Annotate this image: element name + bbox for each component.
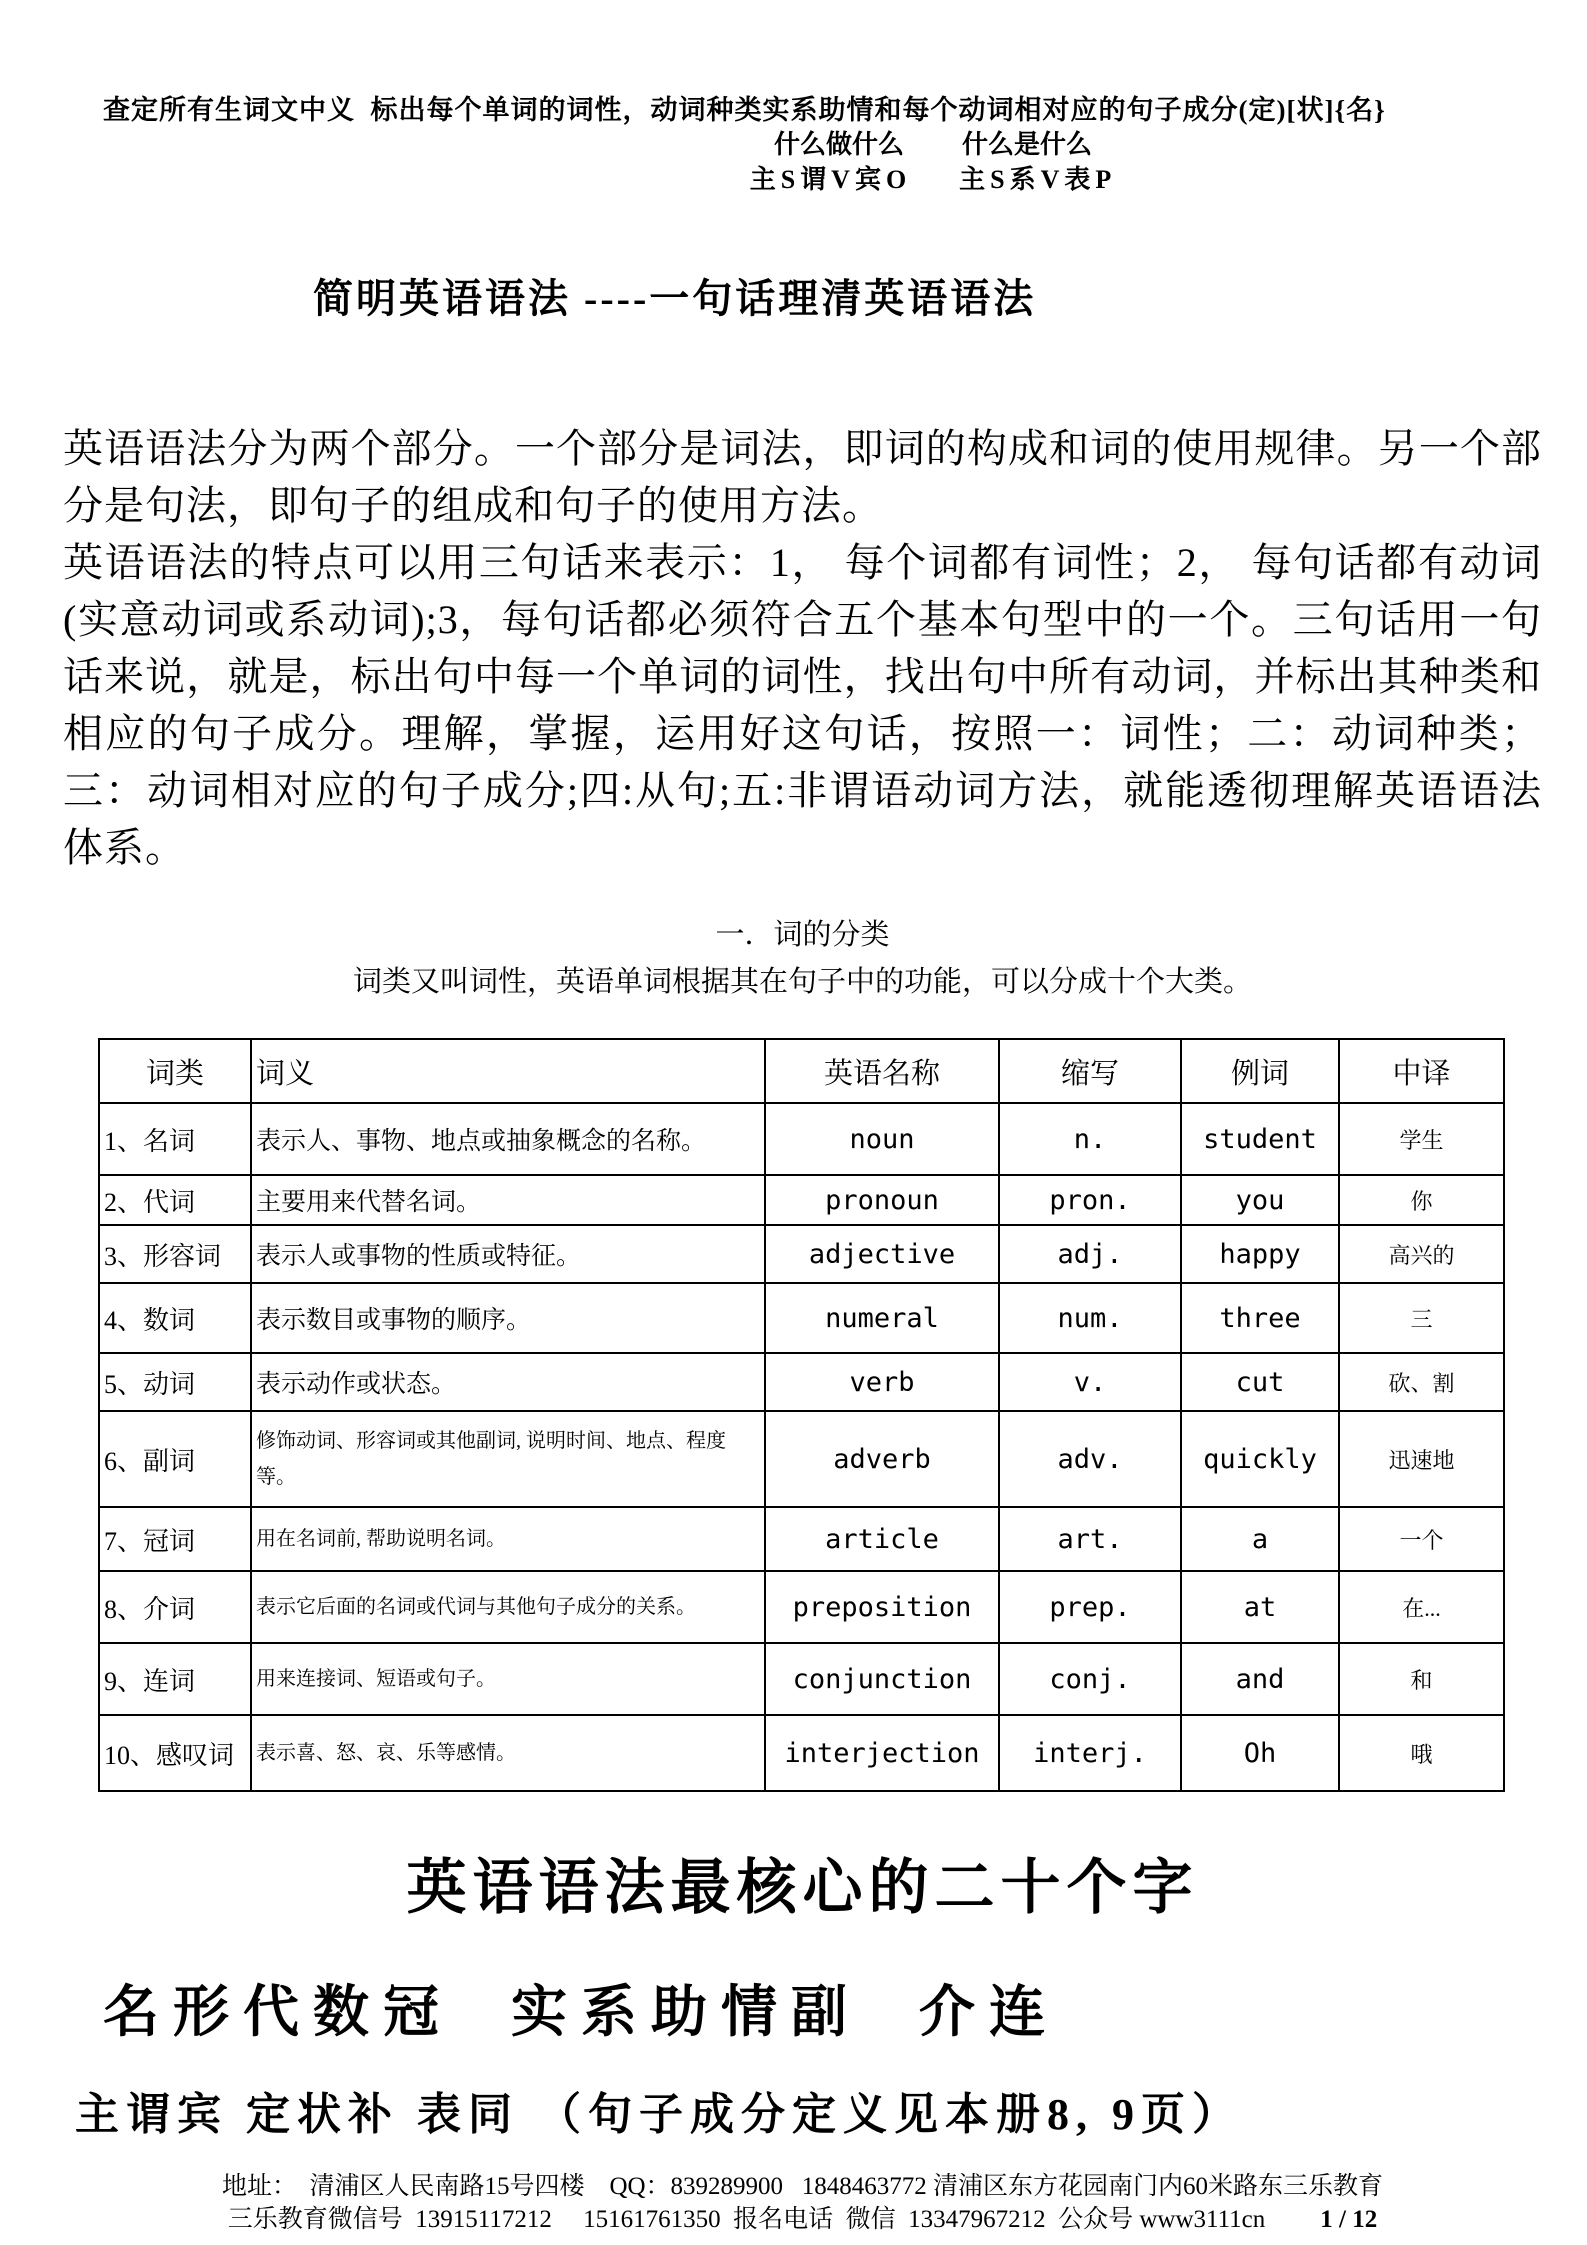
table-cell: interjection xyxy=(765,1715,999,1791)
table-row xyxy=(99,1643,1504,1715)
top-note xyxy=(63,88,1542,197)
table-cell: article xyxy=(765,1507,999,1571)
table-cell: 5、动词 xyxy=(99,1353,251,1411)
table-cell: 一个 xyxy=(1339,1507,1504,1571)
note-svp: 主S系V表P xyxy=(959,165,1117,194)
table-row xyxy=(99,1507,1504,1571)
footer-contact: 三乐教育微信号 13915117212 15161761350 报名电话 微信 13347967212 公众号 www3111cn xyxy=(227,2206,1266,2233)
core-title: 英语语法最核心的二十个字 xyxy=(406,1855,1199,1921)
page-footer xyxy=(63,2170,1542,2236)
section-subtitle: 词类又叫词性，英语单词根据其在句子中的功能，可以分成十个大类。 xyxy=(352,966,1252,998)
table-cell: art. xyxy=(999,1507,1181,1571)
page-number: 1 / 12 xyxy=(1320,2206,1378,2233)
table-cell: a xyxy=(1181,1507,1339,1571)
table-cell: 用来连接词、短语或句子。 xyxy=(251,1643,765,1715)
table-header-cell: 词义 xyxy=(251,1039,765,1103)
table-cell: conj. xyxy=(999,1643,1181,1715)
table-cell: at xyxy=(1181,1571,1339,1643)
section-title: 一．词的分类 xyxy=(715,919,890,951)
table-cell: 学生 xyxy=(1339,1103,1504,1175)
table-cell: 3、形容词 xyxy=(99,1225,251,1283)
top-note-line2 xyxy=(774,127,1092,162)
table-cell: 砍、割 xyxy=(1339,1353,1504,1411)
table-cell: 9、连词 xyxy=(99,1643,251,1715)
top-note-right-block xyxy=(713,127,1153,197)
table-cell: 10、感叹词 xyxy=(99,1715,251,1791)
table-cell: 修饰动词、形容词或其他副词, 说明时间、地点、程度等。 xyxy=(251,1411,765,1507)
table-cell: 2、代词 xyxy=(99,1175,251,1225)
table-row xyxy=(99,1715,1504,1791)
paragraph: 英语语法的特点可以用三句话来表示：1， 每个词都有词性；2， 每句话都有动词(实意动词或系动词);3，每句话都必须符合五个基本句型中的一个。三句话用一句话来说，就是，标出句中每一个单词的词性，找出句中所有动词，并标出其种类和相应的句子成分。理解，掌握，运用好这句话，按照一：词性；二：动词种类；三：动词相对应的句子成分;四:从句;五:非谓语动词方法，就能透彻理解英语语法体系。 xyxy=(63,540,1542,870)
table-cell: 和 xyxy=(1339,1643,1504,1715)
table-cell: 4、数词 xyxy=(99,1283,251,1353)
table-cell: 7、冠词 xyxy=(99,1507,251,1571)
page-title: 简明英语语法 ----一句话理清英语语法 xyxy=(313,276,1037,321)
table-cell: prep. xyxy=(999,1571,1181,1643)
table-cell: num. xyxy=(999,1283,1181,1353)
sentence-roles-line: 主谓宾 定状补 表同 （句子成分定义见本册8, 9页） xyxy=(75,2090,1243,2139)
table-cell: preposition xyxy=(765,1571,999,1643)
table-cell: 在... xyxy=(1339,1571,1504,1643)
table-header-row xyxy=(99,1039,1504,1103)
table-cell: noun xyxy=(765,1103,999,1175)
core-group-2: 实系助情副 xyxy=(511,1982,861,2044)
table-cell: adj. xyxy=(999,1225,1181,1283)
table-cell: 表示人、事物、地点或抽象概念的名称。 xyxy=(251,1103,765,1175)
table-row xyxy=(99,1353,1504,1411)
table-header-cell: 词类 xyxy=(99,1039,251,1103)
note-what-is: 什么是什么 xyxy=(962,130,1093,159)
table-cell: 用在名词前, 帮助说明名词。 xyxy=(251,1507,765,1571)
table-cell: quickly xyxy=(1181,1411,1339,1507)
table-cell: 8、介词 xyxy=(99,1571,251,1643)
table-cell: interj. xyxy=(999,1715,1181,1791)
table-cell: 主要用来代替名词。 xyxy=(251,1175,765,1225)
table-cell: 表示它后面的名词或代词与其他句子成分的关系。 xyxy=(251,1571,765,1643)
table-cell: 高兴的 xyxy=(1339,1225,1504,1283)
footer-contact-row xyxy=(63,2203,1542,2236)
table-cell: v. xyxy=(999,1353,1181,1411)
core-group-1: 名形代数冠 xyxy=(103,1982,453,2044)
table-cell: n. xyxy=(999,1103,1181,1175)
note-svo: 主S谓V宾O xyxy=(749,165,912,194)
table-header-cell: 英语名称 xyxy=(765,1039,999,1103)
intro-paragraphs xyxy=(63,420,1542,876)
table-header-cell: 中译 xyxy=(1339,1039,1504,1103)
table-cell: 哦 xyxy=(1339,1715,1504,1791)
table-cell: you xyxy=(1181,1175,1339,1225)
top-note-line1: 查定所有生词文中义 标出每个单词的词性，动词种类实系助情和每个动词相对应的句子成分(定)[状]{名} xyxy=(103,95,1386,125)
table-cell: conjunction xyxy=(765,1643,999,1715)
table-row xyxy=(99,1571,1504,1643)
top-note-line3 xyxy=(750,162,1117,197)
table-cell: three xyxy=(1181,1283,1339,1353)
word-class-table xyxy=(98,1038,1505,1792)
table-row xyxy=(99,1175,1504,1225)
table-cell: happy xyxy=(1181,1225,1339,1283)
table-cell: numeral xyxy=(765,1283,999,1353)
table-row xyxy=(99,1411,1504,1507)
table-header-cell: 缩写 xyxy=(999,1039,1181,1103)
table-cell: 表示动作或状态。 xyxy=(251,1353,765,1411)
table-cell: verb xyxy=(765,1353,999,1411)
table-cell: adv. xyxy=(999,1411,1181,1507)
table-row xyxy=(99,1283,1504,1353)
table-cell: pron. xyxy=(999,1175,1181,1225)
table-cell: 6、副词 xyxy=(99,1411,251,1507)
table-cell: 三 xyxy=(1339,1283,1504,1353)
paragraph: 英语语法分为两个部分。一个部分是词法，即词的构成和词的使用规律。另一个部分是句法，即句子的组成和句子的使用方法。 xyxy=(63,426,1542,528)
table-cell: 表示喜、怒、哀、乐等感情。 xyxy=(251,1715,765,1791)
word-class-table-body xyxy=(99,1103,1504,1791)
table-cell: adverb xyxy=(765,1411,999,1507)
table-row xyxy=(99,1225,1504,1283)
table-cell: adjective xyxy=(765,1225,999,1283)
table-cell: student xyxy=(1181,1103,1339,1175)
table-cell: 你 xyxy=(1339,1175,1504,1225)
core-group-3: 介连 xyxy=(919,1982,1059,2044)
table-row xyxy=(99,1103,1504,1175)
table-cell: and xyxy=(1181,1643,1339,1715)
table-cell: pronoun xyxy=(765,1175,999,1225)
table-cell: Oh xyxy=(1181,1715,1339,1791)
table-header-cell: 例词 xyxy=(1181,1039,1339,1103)
table-cell: 表示人或事物的性质或特征。 xyxy=(251,1225,765,1283)
table-cell: 迅速地 xyxy=(1339,1411,1504,1507)
table-cell: cut xyxy=(1181,1353,1339,1411)
note-what-do: 什么做什么 xyxy=(773,130,904,159)
table-cell: 表示数目或事物的顺序。 xyxy=(251,1283,765,1353)
table-cell: 1、名词 xyxy=(99,1103,251,1175)
core-word-groups xyxy=(103,1968,1542,2048)
footer-address: 地址： 清浦区人民南路15号四楼 QQ：839289900 1848463772 清浦区东方花园南门内60米路东三乐教育 xyxy=(221,2173,1384,2200)
